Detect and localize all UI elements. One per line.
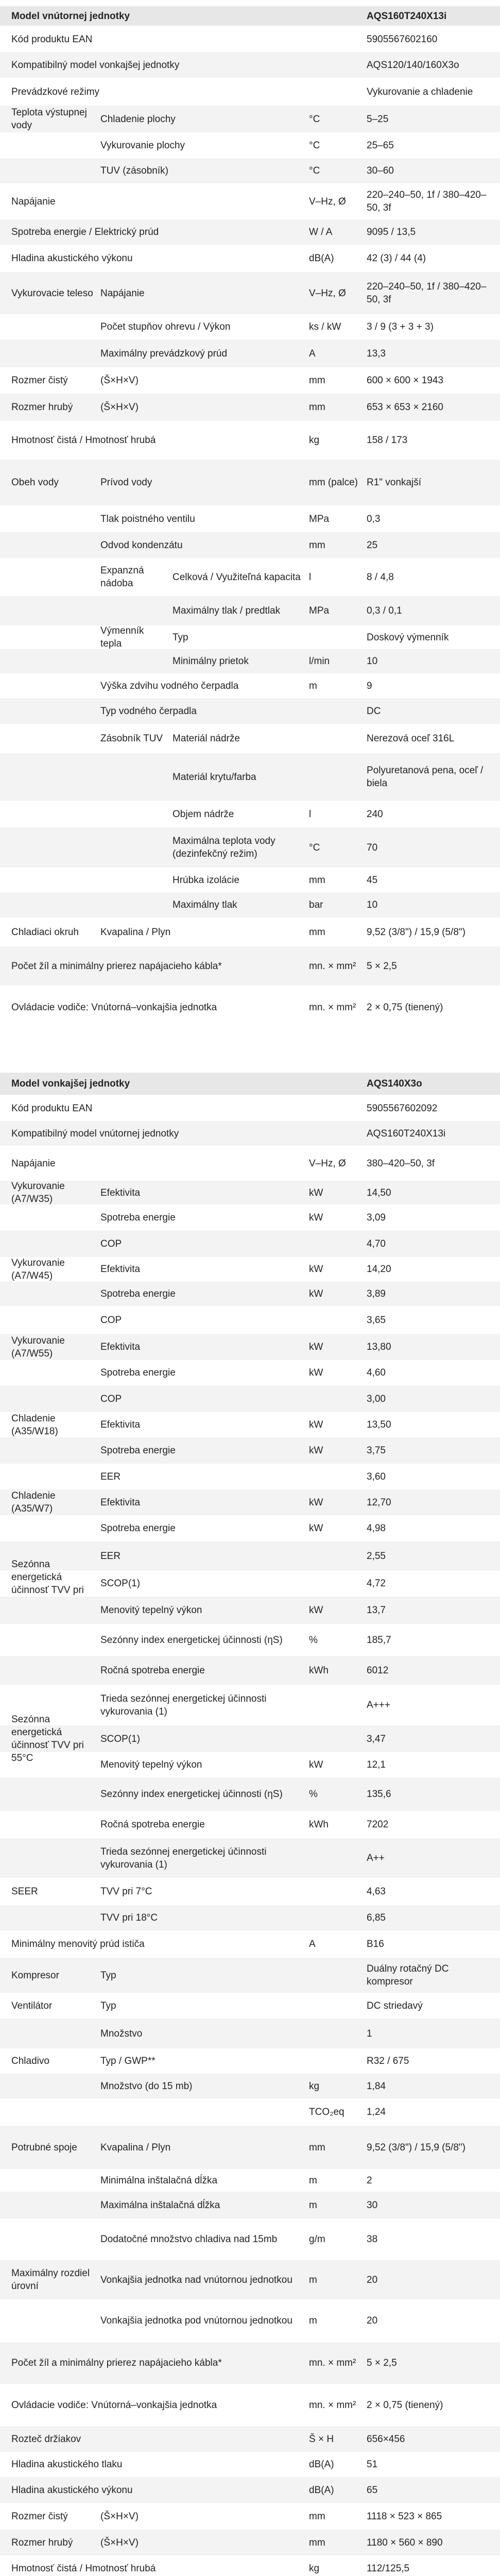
- outdoor-group-seer: SEER: [11, 1886, 38, 1897]
- indoor-label-hladina-akustickeho-vykonu: Hladina akustického výkonu: [11, 253, 133, 264]
- indoor-value-5-25: 5–25: [367, 113, 389, 125]
- outdoor-value-1: 1: [367, 2028, 372, 2039]
- outdoor-sub-mnozstvo: Množstvo: [100, 2028, 143, 2039]
- indoor-value-nerezova-ocel-316l: Nerezová oceľ 316L: [367, 733, 455, 744]
- outdoor-value-112-125-5: 112/125,5: [367, 2563, 410, 2574]
- indoor-unit-kg: kg: [309, 435, 320, 446]
- outdoor-label-ovladacie-vodice-vnutorna-vonkajsia-jedn: Ovládacie vodiče: Vnútorná–vonkajšia jednotka: [11, 2399, 217, 2411]
- indoor-value-r1-vonkajsi: R1" vonkajší: [367, 477, 422, 488]
- outdoor-unit-kw: kW: [309, 1759, 323, 1770]
- outdoor-unit-kw: kW: [309, 1497, 323, 1508]
- indoor-header-model: AQS160T240X13i: [367, 10, 447, 22]
- indoor-value-240: 240: [367, 808, 383, 820]
- outdoor-value-3-65: 3,65: [367, 1314, 386, 1326]
- indoor-sub-napajanie: Napájanie: [100, 287, 145, 299]
- outdoor-unit-kw: kW: [309, 1605, 323, 1616]
- outdoor-value-38: 38: [367, 2234, 378, 2245]
- outdoor-value-13-50: 13,50: [367, 1419, 391, 1430]
- outdoor-value-14-50: 14,50: [367, 1187, 391, 1198]
- outdoor-value-3-47: 3,47: [367, 1733, 386, 1744]
- outdoor-value-dualny-rotacny-dc-kompresor: Duálny rotačný DC kompresor: [367, 1963, 449, 1987]
- indoor-unit-c: °C: [309, 140, 320, 151]
- outdoor-value-14-20: 14,20: [367, 1264, 391, 1275]
- outdoor-value-6012: 6012: [367, 1665, 389, 1676]
- indoor-label-prevadzkove-rezimy: Prevádzkové režimy: [11, 86, 100, 97]
- outdoor-sub-cop: COP: [100, 1393, 122, 1404]
- indoor-label-spotreba-energie-elektricky-prud: Spotreba energie / Elektrický prúd: [11, 227, 159, 238]
- outdoor-value-13-80: 13,80: [367, 1342, 391, 1352]
- indoor-value-3-9-3-3-3: 3 / 9 (3 + 3 + 3): [367, 321, 434, 332]
- outdoor-label-kompatibilny-model-vnutornej-jednotky: Kompatibilný model vnútornej jednotky: [11, 1128, 179, 1139]
- indoor-value-25: 25: [367, 539, 378, 551]
- outdoor-unit-kwh: kWh: [309, 1665, 329, 1676]
- outdoor-value-380-420-50-3f: 380–420–50, 3f: [367, 1158, 435, 1169]
- indoor-unit-mm: mm: [309, 375, 325, 386]
- outdoor-value-5-2-5: 5 × 2,5: [367, 2358, 397, 2368]
- outdoor-unit-kwh: kWh: [309, 1819, 329, 1830]
- indoor-sub2-objem-nadrze: Objem nádrže: [173, 808, 234, 820]
- indoor-label-kod-produktu-ean: Kód produktu EAN: [11, 34, 93, 45]
- indoor-sub-chladenie-plochy: Chladenie plochy: [100, 113, 176, 125]
- outdoor-value-2-55: 2,55: [367, 1550, 386, 1562]
- outdoor-unit-mm: mm: [309, 2142, 325, 2153]
- indoor-value-25-65: 25–65: [367, 140, 394, 151]
- indoor-value-10: 10: [367, 900, 378, 910]
- outdoor-sub-sezonny-index-energetickej-ucinnosti-s: Sezónny index energetickej účinnosti (ηS): [100, 1634, 283, 1646]
- indoor-value-dc: DC: [367, 705, 381, 717]
- indoor-sub2-maximalny-tlak-predtlak: Maximálny tlak / predtlak: [173, 605, 281, 616]
- outdoor-unit-v-hz: V–Hz, Ø: [309, 1158, 346, 1169]
- outdoor-sub-trieda-sezonnej-energetickej-ucinnosti-v: Trieda sezónnej energetickej účinnosti vykurovania (1): [100, 1693, 267, 1717]
- indoor-label-rozmer-cisty: Rozmer čistý: [11, 375, 68, 386]
- outdoor-sub-efektivita: Efektivita: [100, 1497, 141, 1508]
- outdoor-sub-menovity-tepelny-vykon: Menovitý tepelný výkon: [100, 1759, 202, 1770]
- outdoor-unit-mn-mm: mn. × mm²: [309, 2399, 356, 2411]
- indoor-sub2-hrubka-izolacie: Hrúbka izolácie: [173, 874, 239, 886]
- indoor-value-2-0-75-tieneny: 2 × 0,75 (tienený): [367, 1002, 443, 1013]
- outdoor-group-ventilator: Ventilátor: [11, 2000, 53, 2011]
- indoor-unit-mm: mm: [309, 874, 325, 886]
- outdoor-unit-m: m: [309, 2315, 317, 2326]
- outdoor-value-9-52-3-8-15-9-5-8: 9,52 (3/8") / 15,9 (5/8"): [367, 2142, 465, 2153]
- indoor-label-hmotnost-cista-hmotnost-hruba: Hmotnosť čistá / Hmotnosť hrubá: [11, 435, 156, 446]
- outdoor-sub-minimalna-instalacna-dlzka: Minimálna inštalačná dĺžka: [100, 2175, 218, 2186]
- indoor-unit-mpa: MPa: [309, 605, 330, 616]
- indoor-unit-m: m: [309, 680, 317, 691]
- indoor-value-9: 9: [367, 680, 372, 691]
- indoor-unit-ks-kw: ks / kW: [309, 321, 341, 332]
- outdoor-value-aqs160t240x13i: AQS160T240X13i: [367, 1128, 446, 1139]
- indoor-unit-c: °C: [309, 842, 320, 853]
- outdoor-unit-s-h: Š × H: [309, 2433, 334, 2445]
- outdoor-group-chladivo: Chladivo: [11, 2056, 49, 2066]
- outdoor-sub-spotreba-energie: Spotreba energie: [100, 1523, 176, 1534]
- outdoor-sub-efektivita: Efektivita: [100, 1342, 141, 1352]
- outdoor-sub-eer: EER: [100, 1550, 121, 1562]
- indoor-label-kompatibilny-model-vonkajsej-jednotky: Kompatibilný model vonkajšej jednotky: [11, 59, 180, 71]
- outdoor-sub-efektivita: Efektivita: [100, 1187, 141, 1198]
- outdoor-value-dc-striedavy: DC striedavý: [367, 2000, 423, 2011]
- outdoor-unit-a: A: [309, 1939, 316, 1950]
- indoor-label-chladiaci-okruh: Chladiaci okruh: [11, 926, 79, 938]
- outdoor-group-chladenie-a35-w7: Chladenie (A35/W7): [11, 1490, 56, 1514]
- indoor-sub-vymennik-tepla: Výmenník tepla: [100, 625, 144, 649]
- outdoor-value-12-1: 12,1: [367, 1759, 386, 1770]
- indoor-unit-mm: mm: [309, 402, 325, 413]
- indoor-sub-vykurovanie-plochy: Vykurovanie plochy: [100, 140, 185, 151]
- indoor-sub-zasobnik-tuv: Zásobník TUV: [100, 733, 163, 744]
- indoor-sub2-celkova-vyuzitelna-kapacita: Celková / Využiteľná kapacita: [173, 571, 301, 583]
- outdoor-label-minimalny-menovity-prud-istica: Minimálny menovitý prúd ističa: [11, 1939, 145, 1950]
- outdoor-value-20: 20: [367, 2274, 378, 2285]
- outdoor-value-1118-523-865: 1118 × 523 × 865: [367, 2511, 442, 2522]
- outdoor-label-hmotnost-cista-hmotnost-hruba: Hmotnosť čistá / Hmotnosť hrubá: [11, 2563, 156, 2574]
- outdoor-sub-dodatocne-mnozstvo-chladiva-nad-15mb: Dodatočné množstvo chladiva nad 15mb: [100, 2234, 278, 2245]
- outdoor-unit-g-m: g/m: [309, 2234, 325, 2245]
- outdoor-label-kod-produktu-ean: Kód produktu EAN: [11, 1103, 93, 1114]
- indoor-group-vykurovacie-teleso: Vykurovacie teleso: [11, 287, 93, 299]
- outdoor-label-pocet-zil-a-minimalny-prierez-napajacieh: Počet žíl a minimálny prierez napájacieho kábla*: [11, 2358, 222, 2368]
- indoor-sub-expanzna-nadoba: Expanzná nádoba: [100, 565, 144, 589]
- indoor-label-ovladacie-vodice-vnutorna-vonkajsia-jedn: Ovládacie vodiče: Vnútorná–vonkajšia jednotka: [11, 1002, 217, 1013]
- outdoor-value-3-60: 3,60: [367, 1471, 386, 1482]
- outdoor-sub-mnozstvo-do-15-mb: Množstvo (do 15 mb): [100, 2080, 193, 2092]
- indoor-value-0-3-0-1: 0,3 / 0,1: [367, 605, 402, 616]
- indoor-value-9-52-3-8-15-9-5-8: 9,52 (3/8") / 15,9 (5/8"): [367, 926, 465, 938]
- outdoor-unit-kw: kW: [309, 1288, 323, 1299]
- outdoor-header-model: AQS140X3o: [367, 1078, 422, 1089]
- indoor-sub-kvapalina-plyn: Kvapalina / Plyn: [100, 926, 171, 938]
- outdoor-sub-trieda-sezonnej-energetickej-ucinnosti-v: Trieda sezónnej energetickej účinnosti vykurovania (1): [100, 1846, 267, 1870]
- outdoor-sub-typ: Typ: [100, 2000, 116, 2011]
- outdoor-unit-kw: kW: [309, 1445, 323, 1456]
- outdoor-value-3-00: 3,00: [367, 1393, 386, 1404]
- indoor-value-600-600-1943: 600 × 600 × 1943: [367, 375, 443, 386]
- indoor-unit-l: l: [309, 808, 312, 820]
- outdoor-value-185-7: 185,7: [367, 1634, 391, 1646]
- outdoor-sub-s-h-v: (Š×H×V): [100, 2537, 139, 2548]
- indoor-unit-bar: bar: [309, 900, 323, 910]
- outdoor-value-4-98: 4,98: [367, 1523, 386, 1534]
- outdoor-value-7202: 7202: [367, 1819, 389, 1830]
- outdoor-sub-spotreba-energie: Spotreba energie: [100, 1445, 176, 1456]
- outdoor-value-1-24: 1,24: [367, 2107, 386, 2117]
- outdoor-group-vykurovanie-a7-w35: Vykurovanie (A7/W35): [11, 1181, 65, 1205]
- indoor-label-napajanie: Napájanie: [11, 196, 56, 207]
- indoor-sub2-maximalny-tlak: Maximálny tlak: [173, 900, 237, 910]
- outdoor-sub-cop: COP: [100, 1238, 122, 1249]
- outdoor-sub-rocna-spotreba-energie: Ročná spotreba energie: [100, 1819, 205, 1830]
- indoor-sub-typ-vodneho-cerpadla: Typ vodného čerpadla: [100, 705, 197, 717]
- indoor-value-70: 70: [367, 842, 378, 853]
- indoor-sub-tlak-poistneho-ventilu: Tlak poistného ventilu: [100, 513, 195, 524]
- outdoor-value-51: 51: [367, 2459, 378, 2470]
- indoor-group-obeh-vody: Obeh vody: [11, 477, 59, 488]
- outdoor-unit-kw: kW: [309, 1367, 323, 1378]
- indoor-value-10: 10: [367, 656, 378, 667]
- indoor-sub-tuv-zasobnik: TUV (zásobník): [100, 165, 168, 176]
- outdoor-value-3-89: 3,89: [367, 1288, 386, 1299]
- outdoor-sub-efektivita: Efektivita: [100, 1264, 141, 1275]
- outdoor-unit-x: %: [309, 1634, 318, 1646]
- indoor-sub2-typ: Typ: [173, 632, 188, 643]
- outdoor-unit-m: m: [309, 2199, 317, 2211]
- outdoor-label-kompresor: Kompresor: [11, 1970, 59, 1981]
- indoor-unit-a: A: [309, 348, 316, 359]
- outdoor-value-3-09: 3,09: [367, 1212, 386, 1223]
- indoor-unit-mn-mm: mn. × mm²: [309, 1002, 356, 1013]
- outdoor-sub-tvv-pri-7-c: TVV pri 7°C: [100, 1886, 152, 1897]
- outdoor-value-20: 20: [367, 2315, 378, 2326]
- indoor-sub-privod-vody: Prívod vody: [100, 477, 152, 488]
- indoor-value-polyuretanova-pena-ocel-biela: Polyuretanová pena, oceľ / biela: [367, 765, 484, 789]
- outdoor-value-30: 30: [367, 2199, 378, 2211]
- indoor-value-8-4-8: 8 / 4,8: [367, 571, 394, 583]
- outdoor-unit-mm: mm: [309, 2511, 325, 2522]
- outdoor-group-vykurovanie-a7-w55: Vykurovanie (A7/W55): [11, 1335, 65, 1359]
- indoor-value-9095-13-5: 9095 / 13,5: [367, 227, 416, 238]
- outdoor-value-2: 2: [367, 2175, 372, 2186]
- outdoor-unit-tco-eq: TCO₂eq: [309, 2107, 344, 2117]
- outdoor-unit-mm: mm: [309, 2537, 325, 2548]
- indoor-value-42-3-44-4: 42 (3) / 44 (4): [367, 253, 426, 264]
- outdoor-value-a: A++: [367, 1853, 385, 1863]
- outdoor-group-potrubne-spoje: Potrubné spoje: [11, 2142, 77, 2153]
- outdoor-value-b16: B16: [367, 1939, 384, 1950]
- outdoor-value-65: 65: [367, 2484, 378, 2496]
- outdoor-value-135-6: 135,6: [367, 1789, 391, 1800]
- outdoor-unit-kw: kW: [309, 1187, 323, 1198]
- outdoor-label-roztec-drziakov: Rozteč držiakov: [11, 2433, 81, 2445]
- outdoor-unit-mn-mm: mn. × mm²: [309, 2358, 356, 2368]
- outdoor-unit-m: m: [309, 2274, 317, 2285]
- outdoor-sub-s-h-v: (Š×H×V): [100, 2511, 139, 2522]
- indoor-unit-c: °C: [309, 113, 320, 125]
- outdoor-label-napajanie: Napájanie: [11, 1158, 56, 1169]
- outdoor-value-5905567602092: 5905567602092: [367, 1103, 438, 1114]
- indoor-value-5-2-5: 5 × 2,5: [367, 960, 397, 972]
- indoor-value-220-240-50-1f-380-420-50-3f: 220–240–50, 1f / 380–420–50, 3f: [367, 281, 487, 305]
- outdoor-value-r32-675: R32 / 675: [367, 2056, 409, 2066]
- indoor-value-158-173: 158 / 173: [367, 435, 408, 446]
- outdoor-unit-db-a: dB(A): [309, 2459, 334, 2470]
- outdoor-value-1-84: 1,84: [367, 2080, 386, 2092]
- indoor-group-teplota-vystupnej-vody: Teplota výstupnej vody: [11, 107, 87, 131]
- outdoor-sub-spotreba-energie: Spotreba energie: [100, 1288, 176, 1299]
- outdoor-unit-x: %: [309, 1789, 318, 1800]
- indoor-sub2-material-krytu-farba: Materiál krytu/farba: [173, 771, 256, 783]
- indoor-unit-db-a: dB(A): [309, 253, 334, 264]
- outdoor-group-chladenie-a35-w18: Chladenie (A35/W18): [11, 1413, 58, 1437]
- indoor-value-0-3: 0,3: [367, 513, 381, 524]
- outdoor-sub-menovity-tepelny-vykon: Menovitý tepelný výkon: [100, 1605, 202, 1616]
- outdoor-sub-maximalna-instalacna-dlzka: Maximálna inštalačná dĺžka: [100, 2199, 220, 2211]
- indoor-sub-vyska-zdvihu-vodneho-cerpadla: Výška zdvihu vodného čerpadla: [100, 680, 239, 691]
- indoor-unit-v-hz: V–Hz, Ø: [309, 287, 346, 299]
- outdoor-value-1180-560-890: 1180 × 560 × 890: [367, 2537, 443, 2548]
- outdoor-value-4-63: 4,63: [367, 1886, 386, 1897]
- outdoor-sub-scop-1: SCOP(1): [100, 1578, 141, 1589]
- outdoor-unit-kw: kW: [309, 1419, 323, 1430]
- outdoor-value-12-70: 12,70: [367, 1497, 391, 1508]
- outdoor-sub-spotreba-energie: Spotreba energie: [100, 1367, 176, 1378]
- outdoor-label-hladina-akustickeho-vykonu: Hladina akustického výkonu: [11, 2484, 133, 2496]
- outdoor-unit-kg: kg: [309, 2080, 320, 2092]
- outdoor-sub-scop-1: SCOP(1): [100, 1733, 141, 1744]
- outdoor-unit-kw: kW: [309, 1523, 323, 1534]
- indoor-value-653-653-2160: 653 × 653 × 2160: [367, 402, 443, 413]
- outdoor-unit-kw: kW: [309, 1264, 323, 1275]
- outdoor-sub-eer: EER: [100, 1471, 121, 1482]
- outdoor-label-hladina-akustickeho-tlaku: Hladina akustického tlaku: [11, 2459, 123, 2470]
- indoor-sub-maximalny-prevadzkovy-prud: Maximálny prevádzkový prúd: [100, 348, 228, 359]
- outdoor-value-4-60: 4,60: [367, 1367, 386, 1378]
- outdoor-value-4-70: 4,70: [367, 1238, 386, 1249]
- indoor-sub2-maximalna-teplota-vody-dezinfekcny-rezim: Maximálna teplota vody (dezinfekčný režim): [173, 836, 275, 859]
- outdoor-sub-vonkajsia-jednotka-pod-vnutornou-jednotk: Vonkajšia jednotka pod vnútornou jednotkou: [100, 2315, 292, 2326]
- indoor-unit-mn-mm: mn. × mm²: [309, 960, 356, 972]
- indoor-value-vykurovanie-a-chladenie: Vykurovanie a chladenie: [367, 86, 473, 97]
- indoor-value-220-240-50-1f-380-420-50-3f: 220–240–50, 1f / 380–420–50, 3f: [367, 190, 487, 213]
- indoor-unit-w-a: W / A: [309, 227, 333, 238]
- indoor-label-rozmer-hruby: Rozmer hrubý: [11, 402, 73, 413]
- indoor-sub2-material-nadrze: Materiál nádrže: [173, 733, 240, 744]
- outdoor-unit-kw: kW: [309, 1212, 323, 1223]
- indoor-sub2-minimalny-prietok: Minimálny prietok: [173, 656, 249, 667]
- indoor-unit-mm: mm: [309, 926, 325, 938]
- indoor-value-30-60: 30–60: [367, 165, 394, 176]
- indoor-unit-l-min: l/min: [309, 656, 330, 667]
- outdoor-sub-rocna-spotreba-energie: Ročná spotreba energie: [100, 1665, 205, 1676]
- outdoor-label-rozmer-hruby: Rozmer hrubý: [11, 2537, 73, 2548]
- outdoor-header-title: Model vonkajšej jednotky: [11, 1078, 130, 1089]
- outdoor-value-656-456: 656×456: [367, 2433, 405, 2445]
- outdoor-unit-db-a: dB(A): [309, 2484, 334, 2496]
- outdoor-sub-kvapalina-plyn: Kvapalina / Plyn: [100, 2142, 171, 2153]
- indoor-sub-pocet-stupnov-ohrevu-vykon: Počet stupňov ohrevu / Výkon: [100, 321, 231, 332]
- indoor-label-pocet-zil-a-minimalny-prierez-napajacieh: Počet žíl a minimálny prierez napájacieho kábla*: [11, 960, 222, 972]
- indoor-unit-mm-palce: mm (palce): [309, 477, 358, 488]
- outdoor-sub-typ: Typ: [100, 1970, 116, 1981]
- outdoor-value-2-0-75-tieneny: 2 × 0,75 (tienený): [367, 2399, 443, 2411]
- indoor-sub-s-h-v: (Š×H×V): [100, 375, 139, 386]
- indoor-unit-c: °C: [309, 165, 320, 176]
- indoor-value-45: 45: [367, 874, 378, 886]
- outdoor-group-maximalny-rozdiel-urovni: Maximálny rozdiel úrovní: [11, 2268, 90, 2292]
- indoor-unit-l: l: [309, 571, 312, 583]
- indoor-sub-odvod-kondenzatu: Odvod kondenzátu: [100, 539, 183, 551]
- outdoor-value-a: A+++: [367, 1700, 390, 1710]
- outdoor-sub-sezonny-index-energetickej-ucinnosti-s: Sezónny index energetickej účinnosti (ηS): [100, 1789, 283, 1800]
- outdoor-unit-kg: kg: [309, 2563, 320, 2574]
- indoor-sub-s-h-v: (Š×H×V): [100, 402, 139, 413]
- outdoor-sub-typ-gwp: Typ / GWP**: [100, 2056, 156, 2066]
- indoor-value-aqs120-140-160x3o: AQS120/140/160X3o: [367, 59, 459, 71]
- outdoor-value-13-7: 13,7: [367, 1605, 386, 1616]
- outdoor-sub-spotreba-energie: Spotreba energie: [100, 1212, 176, 1223]
- indoor-value-13-3: 13,3: [367, 348, 386, 359]
- outdoor-sub-cop: COP: [100, 1314, 122, 1326]
- outdoor-group-vykurovanie-a7-w45: Vykurovanie (A7/W45): [11, 1257, 65, 1281]
- indoor-value-5905567602160: 5905567602160: [367, 34, 438, 45]
- outdoor-label-rozmer-cisty: Rozmer čistý: [11, 2511, 68, 2522]
- indoor-unit-mm: mm: [309, 539, 325, 551]
- outdoor-value-3-75: 3,75: [367, 1445, 386, 1456]
- outdoor-value-4-72: 4,72: [367, 1578, 386, 1589]
- outdoor-unit-kw: kW: [309, 1342, 323, 1352]
- indoor-header-title: Model vnútornej jednotky: [11, 10, 130, 22]
- outdoor-sub-vonkajsia-jednotka-nad-vnutornou-jednotk: Vonkajšia jednotka nad vnútornou jednotkou: [100, 2274, 292, 2285]
- outdoor-unit-m: m: [309, 2175, 317, 2186]
- indoor-value-doskovy-vymennik: Doskový výmenník: [367, 632, 449, 643]
- outdoor-sub-tvv-pri-18-c: TVV pri 18°C: [100, 1912, 158, 1923]
- outdoor-value-6-85: 6,85: [367, 1912, 386, 1923]
- outdoor-group-sezonna-energeticka-ucinnost-tvv-pri-55-: Sezónna energetická účinnosť TVV pri 55°C: [11, 1714, 84, 1764]
- outdoor-sub-efektivita: Efektivita: [100, 1419, 141, 1430]
- outdoor-group-sezonna-energeticka-ucinnost-tvv-pri-35-: energetická účinnosť TVV pri: [11, 1571, 84, 1596]
- indoor-unit-mpa: MPa: [309, 513, 330, 524]
- indoor-unit-v-hz: V–Hz, Ø: [309, 196, 346, 207]
